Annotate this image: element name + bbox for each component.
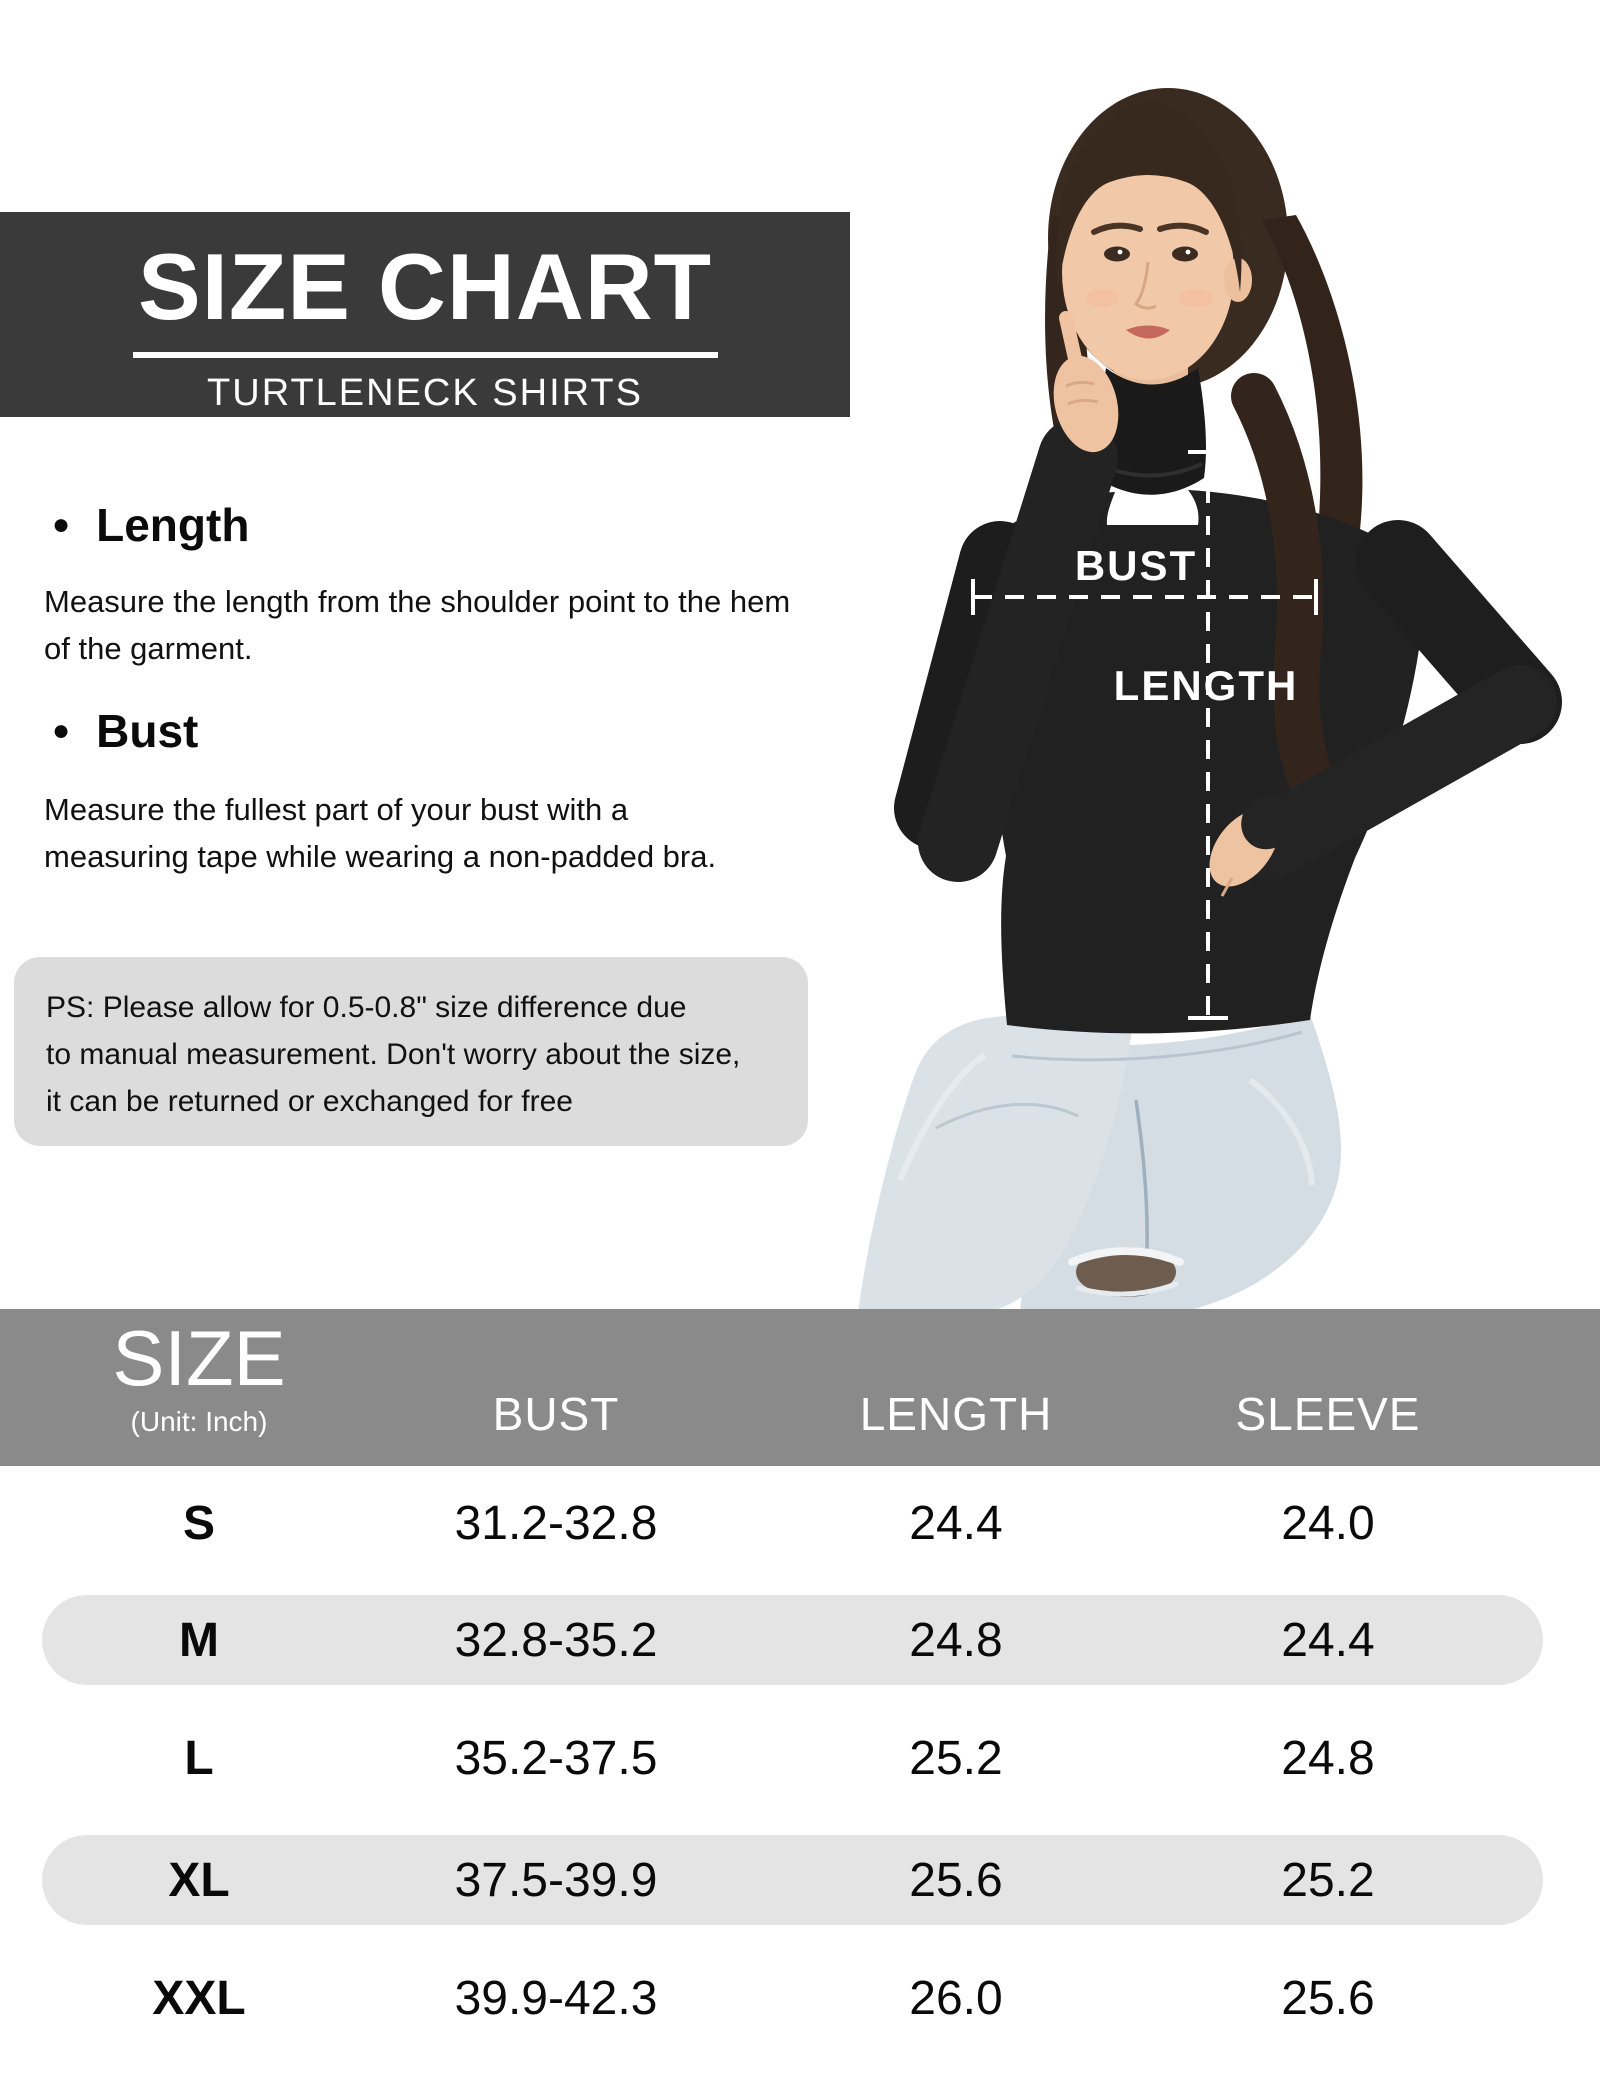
- model-photo: [820, 60, 1600, 1313]
- size-cell: XL: [168, 1853, 230, 1907]
- length-cell: 24.8: [909, 1613, 1003, 1667]
- length-body-line: of the garment.: [44, 631, 253, 666]
- size-column-header: SIZE: [112, 1314, 286, 1402]
- length-section-body: [44, 578, 790, 672]
- length-annotation-label: LENGTH: [1113, 662, 1299, 709]
- title-box: [0, 212, 850, 417]
- sleeve-cell: 25.6: [1281, 1971, 1375, 2025]
- ps-note-line: to manual measurement. Don't worry about the size,: [46, 1038, 741, 1071]
- table-row: [0, 1953, 1600, 2043]
- length-column-header: LENGTH: [859, 1388, 1053, 1440]
- title-underline: [133, 352, 718, 358]
- table-row: [0, 1835, 1600, 1925]
- table-row: [0, 1713, 1600, 1803]
- page-subtitle: TURTLENECK SHIRTS: [207, 372, 643, 414]
- bust-column-header: BUST: [492, 1388, 620, 1440]
- length-body-line: Measure the length from the shoulder point to the hem: [44, 584, 791, 619]
- length-section-heading: [52, 498, 249, 552]
- bust-section-heading: [52, 704, 198, 758]
- length-cell: 25.2: [909, 1731, 1003, 1785]
- bust-cell: 32.8-35.2: [454, 1613, 658, 1667]
- bust-annotation-label: BUST: [1074, 542, 1198, 589]
- bullet-icon: ●: [52, 508, 71, 541]
- bust-cell: 31.2-32.8: [454, 1496, 658, 1550]
- table-row: [0, 1595, 1600, 1685]
- length-cell: 25.6: [909, 1853, 1003, 1907]
- bust-section-body: [44, 786, 716, 880]
- sleeve-cell: 24.4: [1281, 1613, 1375, 1667]
- ps-note-box: [14, 957, 808, 1146]
- bust-heading-label: Bust: [96, 705, 199, 757]
- ps-note-line: it can be returned or exchanged for free: [46, 1085, 573, 1118]
- bust-cell: 37.5-39.9: [454, 1853, 658, 1907]
- size-cell: L: [184, 1731, 214, 1785]
- bust-body-line: Measure the fullest part of your bust with a: [44, 792, 629, 827]
- length-cell: 24.4: [909, 1496, 1003, 1550]
- jeans: [858, 1014, 1341, 1313]
- bust-body-line: measuring tape while wearing a non-padded bra.: [44, 839, 717, 874]
- sleeve-cell: 24.8: [1281, 1731, 1375, 1785]
- length-cell: 26.0: [909, 1971, 1003, 2025]
- table-header: [0, 1309, 1600, 1466]
- table-row: [0, 1478, 1600, 1568]
- sleeve-cell: 24.0: [1281, 1496, 1375, 1550]
- size-cell: M: [179, 1613, 219, 1667]
- bust-cell: 39.9-42.3: [454, 1971, 658, 2025]
- size-cell: XXL: [152, 1971, 246, 2025]
- ps-note-line: PS: Please allow for 0.5-0.8" size difference due: [46, 991, 687, 1024]
- length-heading-label: Length: [96, 499, 250, 551]
- bullet-icon: ●: [52, 714, 71, 747]
- sleeve-column-header: SLEEVE: [1235, 1388, 1421, 1440]
- unit-label: (Unit: Inch): [130, 1406, 268, 1437]
- page-title: SIZE CHART: [138, 234, 712, 339]
- ps-note-text: [14, 957, 808, 1125]
- sleeve-cell: 25.2: [1281, 1853, 1375, 1907]
- size-cell: S: [182, 1496, 215, 1550]
- bust-cell: 35.2-37.5: [454, 1731, 658, 1785]
